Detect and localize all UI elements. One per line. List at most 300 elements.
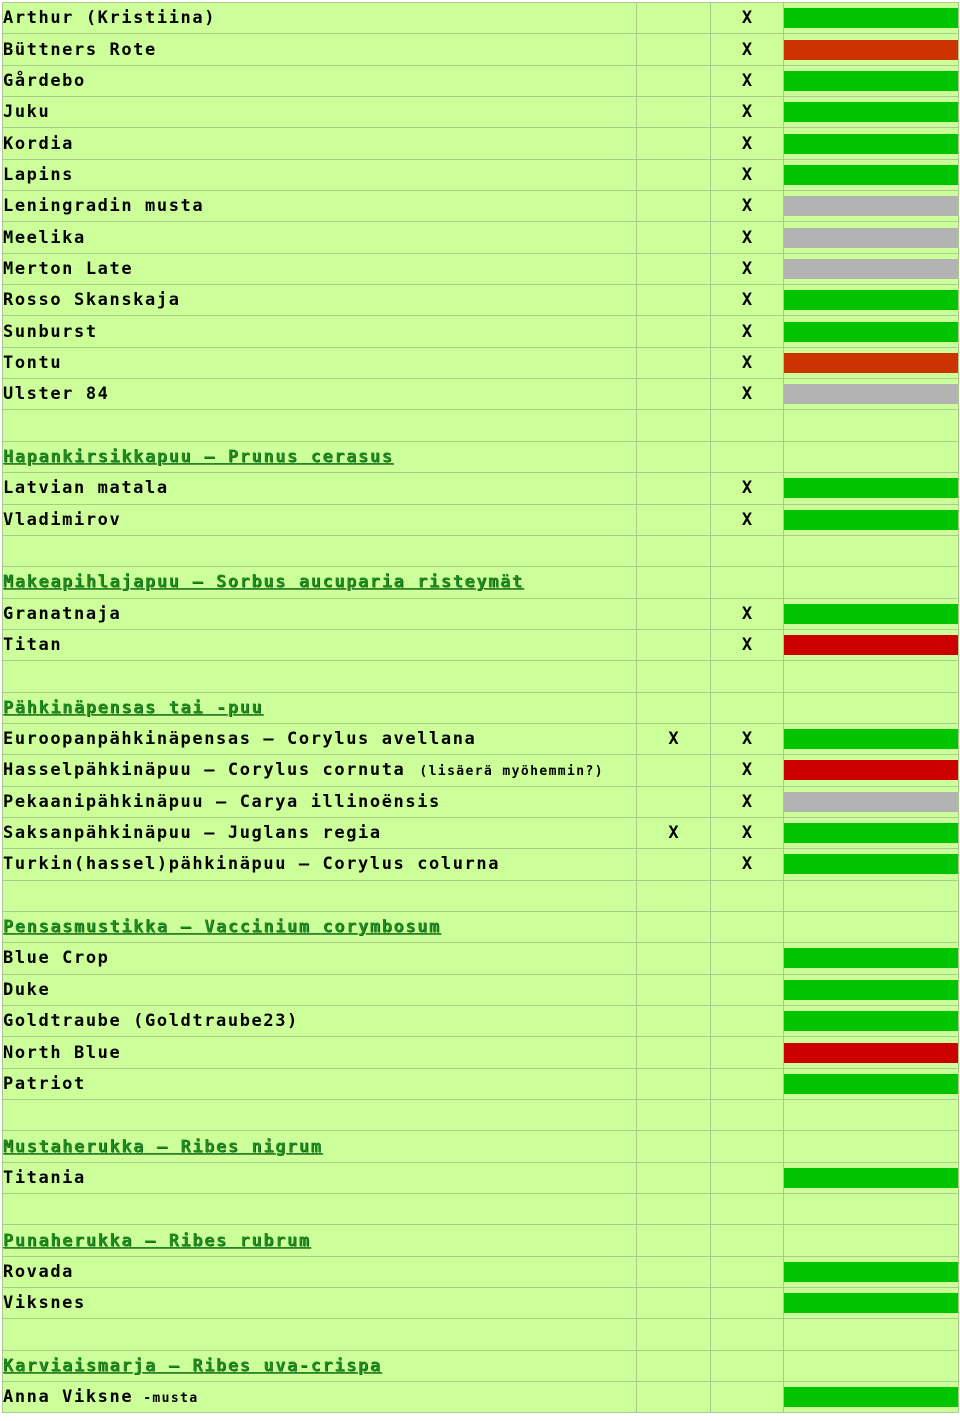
plant-name-cell	[3, 661, 637, 692]
status-cell	[784, 253, 959, 284]
mark-b: X	[741, 133, 753, 154]
mark-cell-b	[711, 159, 784, 190]
mark-cell-b	[711, 1100, 784, 1131]
plant-name-cell	[3, 1382, 637, 1413]
status-bar-green	[784, 604, 958, 624]
status-bar-gray	[784, 792, 958, 812]
status-bar-orange	[784, 40, 958, 60]
table-row	[3, 159, 959, 190]
mark-cell-a	[637, 974, 711, 1005]
status-cell	[784, 379, 959, 410]
mark-b: X	[741, 164, 753, 185]
plant-name-cell	[3, 880, 637, 911]
mark-cell-b	[711, 1194, 784, 1225]
status-cell	[784, 535, 959, 566]
status-cell	[784, 755, 959, 786]
table-row	[3, 849, 959, 880]
mark-cell-a	[637, 285, 711, 316]
status-bar-green	[784, 854, 958, 874]
plant-name: Duke	[3, 979, 51, 1000]
table-row	[3, 285, 959, 316]
section-title-cell	[3, 1131, 637, 1162]
plant-name: Latvian matala	[3, 478, 169, 499]
plant-name: Hasselpähkinäpuu – Corylus cornuta	[3, 760, 406, 781]
mark-cell-b	[711, 598, 784, 629]
status-cell	[784, 1225, 959, 1256]
plant-name-cell	[3, 65, 637, 96]
table-row	[3, 222, 959, 253]
plant-note: (lisäerä myöhemmin?)	[419, 764, 604, 780]
mark-cell-a	[637, 943, 711, 974]
plant-name: Ulster 84	[3, 384, 110, 405]
plant-name-cell	[3, 849, 637, 880]
table-row	[3, 191, 959, 222]
mark-cell-a	[637, 316, 711, 347]
plant-name-cell	[3, 34, 637, 65]
status-cell	[784, 974, 959, 1005]
plant-name-cell	[3, 1256, 637, 1287]
mark-cell-a	[637, 661, 711, 692]
mark-cell-b	[711, 191, 784, 222]
mark-cell-b	[711, 1006, 784, 1037]
plant-name-cell	[3, 473, 637, 504]
mark-cell-b	[711, 817, 784, 848]
mark-cell-b	[711, 3, 784, 34]
mark-cell-a	[637, 253, 711, 284]
plant-name-cell	[3, 943, 637, 974]
section-header-row	[3, 911, 959, 942]
mark-cell-b	[711, 222, 784, 253]
plant-name: Vladimirov	[3, 509, 122, 530]
mark-cell-a	[637, 567, 711, 598]
mark-cell-b	[711, 128, 784, 159]
plant-name: Granatnaja	[3, 603, 122, 624]
mark-b: X	[741, 478, 753, 499]
table-row	[3, 943, 959, 974]
plant-name-cell	[3, 629, 637, 660]
section-header-row	[3, 1131, 959, 1162]
status-cell	[784, 786, 959, 817]
plant-name: Juku	[3, 102, 51, 123]
mark-cell-b	[711, 755, 784, 786]
table-row	[3, 379, 959, 410]
mark-b: X	[741, 102, 753, 123]
mark-b: X	[741, 760, 753, 781]
status-bar-gray	[784, 196, 958, 216]
plant-name-cell	[3, 347, 637, 378]
plant-name-cell	[3, 285, 637, 316]
mark-cell-a	[637, 473, 711, 504]
mark-cell-a	[637, 1131, 711, 1162]
status-cell	[784, 567, 959, 598]
mark-cell-a	[637, 692, 711, 723]
mark-cell-a	[637, 1382, 711, 1413]
section-title: Punaherukka – Ribes rubrum	[3, 1230, 311, 1251]
section-header-row	[3, 1225, 959, 1256]
plant-name-cell	[3, 1194, 637, 1225]
mark-b: X	[741, 8, 753, 29]
mark-cell-a	[637, 379, 711, 410]
status-bar-green	[784, 510, 958, 530]
mark-cell-a	[637, 1225, 711, 1256]
plant-name-cell	[3, 1006, 637, 1037]
plant-name-cell	[3, 316, 637, 347]
status-bar-red	[784, 635, 958, 655]
table-row	[3, 1256, 959, 1287]
plant-name-cell	[3, 1100, 637, 1131]
section-title-cell	[3, 692, 637, 723]
plant-name: Lapins	[3, 164, 75, 185]
plant-name-cell	[3, 128, 637, 159]
plant-name: Turkin(hassel)pähkinäpuu – Corylus colurna	[3, 854, 501, 875]
mark-cell-a	[637, 723, 711, 754]
status-bar-green	[784, 102, 958, 122]
mark-cell-b	[711, 410, 784, 441]
mark-cell-b	[711, 34, 784, 65]
status-bar-green	[784, 729, 958, 749]
mark-cell-a	[637, 849, 711, 880]
status-cell	[784, 692, 959, 723]
table-row	[3, 316, 959, 347]
section-title-cell	[3, 567, 637, 598]
status-cell	[784, 97, 959, 128]
table-body	[3, 3, 959, 1413]
plant-name-cell	[3, 191, 637, 222]
plant-name-cell	[3, 253, 637, 284]
mark-cell-b	[711, 504, 784, 535]
mark-cell-a	[637, 3, 711, 34]
plant-name-cell	[3, 1068, 637, 1099]
status-bar-orange	[784, 353, 958, 373]
plant-name: Goldtraube (Goldtraube23)	[3, 1011, 299, 1032]
status-bar-green	[784, 71, 958, 91]
plant-name: Tontu	[3, 352, 63, 373]
plant-name: Arthur (Kristiina)	[3, 8, 217, 29]
table-row	[3, 723, 959, 754]
table-row	[3, 128, 959, 159]
mark-cell-b	[711, 974, 784, 1005]
section-title-cell	[3, 911, 637, 942]
table-row	[3, 1037, 959, 1068]
mark-b: X	[741, 509, 753, 530]
table-row	[3, 629, 959, 660]
status-cell	[784, 191, 959, 222]
table-row	[3, 347, 959, 378]
table-row	[3, 1382, 959, 1413]
plant-name-cell	[3, 504, 637, 535]
spacer-row	[3, 410, 959, 441]
plant-name-cell	[3, 1037, 637, 1068]
mark-cell-a	[637, 1194, 711, 1225]
table-row	[3, 3, 959, 34]
mark-cell-a	[637, 817, 711, 848]
mark-b: X	[741, 603, 753, 624]
mark-cell-b	[711, 253, 784, 284]
status-cell	[784, 911, 959, 942]
plant-name-cell	[3, 1319, 637, 1350]
mark-cell-b	[711, 1319, 784, 1350]
mark-cell-b	[711, 316, 784, 347]
mark-b: X	[741, 227, 753, 248]
section-title: Pähkinäpensas tai -puu	[3, 697, 264, 718]
status-cell	[784, 1350, 959, 1381]
mark-cell-a	[637, 128, 711, 159]
mark-b: X	[741, 791, 753, 812]
plant-name-cell	[3, 974, 637, 1005]
mark-cell-a	[637, 1100, 711, 1131]
status-cell	[784, 629, 959, 660]
status-bar-green	[784, 1387, 958, 1407]
section-title: Makeapihlajapuu – Sorbus aucuparia risteymät	[3, 572, 524, 593]
status-cell	[784, 347, 959, 378]
nursery-availability-table	[2, 2, 959, 1413]
status-cell	[784, 1288, 959, 1319]
plant-name: Anna Viksne	[3, 1387, 134, 1408]
mark-cell-a	[637, 222, 711, 253]
status-bar-green	[784, 948, 958, 968]
status-cell	[784, 316, 959, 347]
section-title: Hapankirsikkapuu – Prunus cerasus	[3, 446, 394, 467]
mark-cell-a	[637, 1162, 711, 1193]
status-cell	[784, 943, 959, 974]
mark-b: X	[741, 635, 753, 656]
mark-cell-a	[637, 786, 711, 817]
mark-cell-b	[711, 1225, 784, 1256]
plant-name-cell	[3, 817, 637, 848]
status-bar-green	[784, 1011, 958, 1031]
table-row	[3, 504, 959, 535]
status-bar-red	[784, 760, 958, 780]
plant-name: Blue Crop	[3, 948, 110, 969]
plant-name: Patriot	[3, 1073, 86, 1094]
plant-name: Gårdebo	[3, 70, 86, 91]
mark-cell-a	[637, 347, 711, 378]
status-bar-green	[784, 290, 958, 310]
mark-b: X	[741, 70, 753, 91]
plant-name-cell	[3, 222, 637, 253]
status-bar-green	[784, 165, 958, 185]
plant-name: Sunburst	[3, 321, 98, 342]
status-cell	[784, 1068, 959, 1099]
status-cell	[784, 849, 959, 880]
status-cell	[784, 1256, 959, 1287]
mark-b: X	[741, 196, 753, 217]
plant-name-cell	[3, 97, 637, 128]
mark-b: X	[741, 290, 753, 311]
mark-cell-b	[711, 1382, 784, 1413]
mark-cell-b	[711, 1288, 784, 1319]
status-bar-green	[784, 1293, 958, 1313]
mark-cell-a	[637, 410, 711, 441]
status-cell	[784, 1006, 959, 1037]
mark-cell-a	[637, 97, 711, 128]
mark-cell-b	[711, 473, 784, 504]
plant-name: Titania	[3, 1167, 86, 1188]
status-bar-green	[784, 1168, 958, 1188]
section-header-row	[3, 1350, 959, 1381]
mark-cell-a	[637, 191, 711, 222]
status-bar-green	[784, 1262, 958, 1282]
table-row	[3, 786, 959, 817]
status-bar-green	[784, 980, 958, 1000]
mark-cell-b	[711, 347, 784, 378]
mark-cell-b	[711, 441, 784, 472]
status-cell	[784, 1037, 959, 1068]
table-row	[3, 1068, 959, 1099]
plant-name: Büttners Rote	[3, 39, 157, 60]
status-cell	[784, 473, 959, 504]
status-cell	[784, 34, 959, 65]
plant-name: Merton Late	[3, 258, 134, 279]
spacer-row	[3, 535, 959, 566]
mark-b: X	[741, 729, 753, 750]
status-bar-green	[784, 823, 958, 843]
mark-cell-a	[637, 441, 711, 472]
table-row	[3, 817, 959, 848]
table-row	[3, 34, 959, 65]
plant-name-cell	[3, 3, 637, 34]
plant-name: Titan	[3, 635, 63, 656]
mark-cell-b	[711, 1037, 784, 1068]
table-row	[3, 253, 959, 284]
plant-name: Euroopanpähkinäpensas – Corylus avellana	[3, 729, 477, 750]
mark-a: X	[668, 729, 679, 750]
mark-cell-b	[711, 723, 784, 754]
mark-cell-b	[711, 285, 784, 316]
mark-cell-b	[711, 1131, 784, 1162]
section-title-cell	[3, 1225, 637, 1256]
section-header-row	[3, 567, 959, 598]
status-cell	[784, 128, 959, 159]
section-title: Pensasmustikka – Vaccinium corymbosum	[3, 917, 441, 938]
mark-cell-b	[711, 661, 784, 692]
mark-cell-a	[637, 629, 711, 660]
table-row	[3, 1162, 959, 1193]
mark-b: X	[741, 384, 753, 405]
status-cell	[784, 65, 959, 96]
plant-note: -musta	[143, 1391, 199, 1407]
section-header-row	[3, 441, 959, 472]
table-row	[3, 974, 959, 1005]
status-cell	[784, 159, 959, 190]
spacer-row	[3, 1319, 959, 1350]
section-title: Karviaismarja – Ribes uva-crispa	[3, 1355, 382, 1376]
status-bar-green	[784, 134, 958, 154]
mark-cell-b	[711, 535, 784, 566]
status-cell	[784, 723, 959, 754]
status-bar-green	[784, 322, 958, 342]
status-cell	[784, 880, 959, 911]
mark-cell-a	[637, 504, 711, 535]
table-row	[3, 1288, 959, 1319]
mark-b: X	[741, 823, 753, 844]
plant-name-cell	[3, 755, 637, 786]
plant-name-cell	[3, 598, 637, 629]
status-cell	[784, 1162, 959, 1193]
status-bar-gray	[784, 259, 958, 279]
mark-b: X	[741, 854, 753, 875]
mark-cell-b	[711, 911, 784, 942]
plant-name-cell	[3, 723, 637, 754]
mark-cell-b	[711, 379, 784, 410]
status-cell	[784, 441, 959, 472]
mark-cell-b	[711, 65, 784, 96]
mark-cell-b	[711, 567, 784, 598]
section-title-cell	[3, 441, 637, 472]
mark-b: X	[741, 321, 753, 342]
plant-name: Rovada	[3, 1261, 75, 1282]
section-header-row	[3, 692, 959, 723]
mark-cell-a	[637, 1350, 711, 1381]
table-row	[3, 473, 959, 504]
mark-cell-a	[637, 1256, 711, 1287]
mark-cell-a	[637, 159, 711, 190]
plant-name-cell	[3, 379, 637, 410]
status-bar-red	[784, 1043, 958, 1063]
mark-cell-a	[637, 34, 711, 65]
status-cell	[784, 410, 959, 441]
plant-name: Viksnes	[3, 1293, 86, 1314]
status-cell	[784, 661, 959, 692]
mark-cell-a	[637, 1319, 711, 1350]
table-row	[3, 65, 959, 96]
mark-b: X	[741, 258, 753, 279]
plant-name-cell	[3, 1162, 637, 1193]
status-cell	[784, 504, 959, 535]
status-bar-green	[784, 1074, 958, 1094]
spacer-row	[3, 1194, 959, 1225]
mark-cell-a	[637, 911, 711, 942]
mark-cell-a	[637, 880, 711, 911]
mark-cell-a	[637, 535, 711, 566]
mark-cell-b	[711, 97, 784, 128]
mark-cell-b	[711, 1068, 784, 1099]
mark-cell-b	[711, 880, 784, 911]
mark-cell-a	[637, 755, 711, 786]
mark-cell-b	[711, 1350, 784, 1381]
status-cell	[784, 3, 959, 34]
spacer-row	[3, 880, 959, 911]
mark-cell-a	[637, 1037, 711, 1068]
table-row	[3, 97, 959, 128]
status-bar-green	[784, 8, 958, 28]
mark-b: X	[741, 39, 753, 60]
status-cell	[784, 1382, 959, 1413]
mark-a: X	[668, 823, 679, 844]
status-cell	[784, 1131, 959, 1162]
plant-name: Meelika	[3, 227, 86, 248]
plant-name-cell	[3, 1288, 637, 1319]
plant-name-cell	[3, 786, 637, 817]
section-title: Mustaherukka – Ribes nigrum	[3, 1136, 323, 1157]
table-row	[3, 1006, 959, 1037]
table-row	[3, 598, 959, 629]
status-cell	[784, 817, 959, 848]
plant-name: Saksanpähkinäpuu – Juglans regia	[3, 823, 382, 844]
mark-b: X	[741, 352, 753, 373]
mark-cell-b	[711, 786, 784, 817]
plant-name-cell	[3, 535, 637, 566]
status-cell	[784, 222, 959, 253]
section-title-cell	[3, 1350, 637, 1381]
plant-name: Pekaanipähkinäpuu – Carya illinoënsis	[3, 791, 441, 812]
status-cell	[784, 1100, 959, 1131]
spacer-row	[3, 1100, 959, 1131]
mark-cell-a	[637, 65, 711, 96]
plant-name: Leningradin musta	[3, 196, 205, 217]
status-bar-gray	[784, 384, 958, 404]
mark-cell-a	[637, 1068, 711, 1099]
